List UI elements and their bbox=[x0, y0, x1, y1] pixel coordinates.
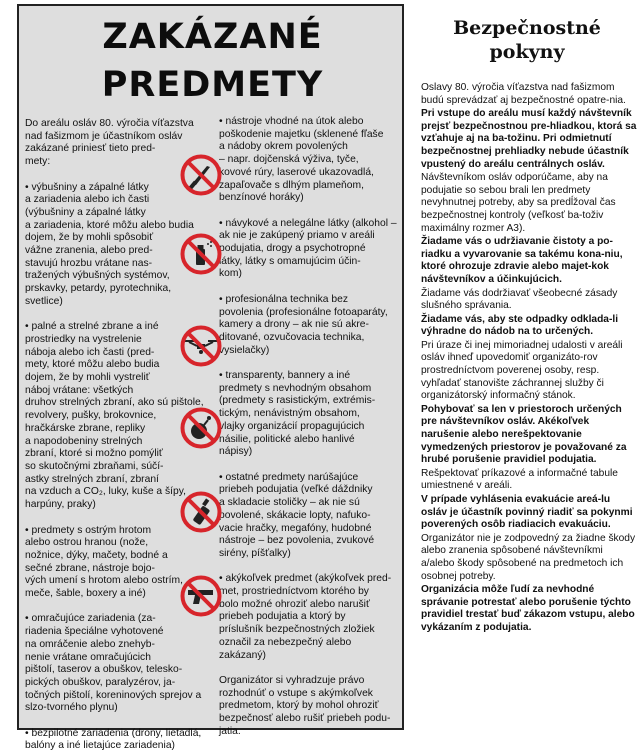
paragraph: Organizátor nie je zodpovedný za žiadne škody alebo zranenia spôsobené návštevníkmi a/alebo škody spôsobené na predmetoch ich osobnej potreby. bbox=[421, 532, 636, 582]
safety-title: Bezpečnostné pokyny bbox=[453, 17, 601, 63]
paragraph: Organizácia môže ľudí za nevhodné správanie potrestať alebo porušenie týchto pravidiel trestať buď zákazom vstupu, alebo vykázaním z podujatia. bbox=[421, 584, 635, 633]
paragraph: Žiadame vás o udržiavanie čistoty a po-riadku a vyvarovanie sa takému kona-niu, ktoré ohrozuje zdravie alebo majet-kok návštevníkov a účinkujúcich. bbox=[421, 236, 623, 285]
paragraph: Pohybovať sa len v priestoroch určených pre návštevníkov osláv. Akékoľvek narušenie alebo nerešpektovanie vymedzených priestorov je považované za hrubé porušenie pravidiel podujatia. bbox=[421, 403, 627, 466]
safety-instructions bbox=[421, 82, 639, 636]
paragraph: Oslavy 80. výročia víťazstva nad fašizmom budú sprevádzať aj bezpečnostné opatre-nia. bbox=[421, 82, 626, 106]
paragraph: Rešpektovať príkazové a informačné tabule umiestnené v areáli. bbox=[421, 467, 618, 492]
items-column-1: Do areálu osláv 80. výročia víťazstva nad fašizmom je účastníkom osláv zakázané priniesť tieto pred- mety: • výbušniny a zápalné látky a zariadenia alebo ich časti (výbušniny a zápalné látky a zariadenia, ktoré môžu alebo budia dojem, že by mohli spôsobiť vážne zranenia, alebo pred- stavujú hrozbu vrátane nas- tražených výbušných systémov, prskavky, petardy, pyrotechnika, svetlice) • palné a strelné zbrane a iné prostriedky na vystrelenie náboja alebo ich časti (pred- mety, ktoré môžu alebo budia dojem, že by mohli vystreliť náboj vrátane: všetkých druhov strelných zbraní, ako sú pištole, revolvery, pušky, brokovnice, hračkárske zbrane, repliky a napodobeniny strelných zbraní, ktoré si možno pomýliť so skutočnými zbraňami, súčí- astky strelných zbraní, zbraní na vzduch a CO₂, luky, kuše a šípy, harpúny, praky) • predmety s ostrým hrotom alebo ostrou hranou (nože, nožnice, dýky, mačety, bodné a sečné zbrane, nástroje bojo- vých umení s hrotom alebo ostrím, meče, šable, boxery a iné) • omračujúce zariadenia (za- riadenia špeciálne vyhotovené na omráčenie alebo znehyb- nenie vrátane omračujúcich pištolí, taserov a obuškov, telesko- pických obuškov, paralyzérov, ja- točných pištolí, koreninových sprejov a slzo-tvorného plynu) • bezpilotné zariadenia (drony, lietadlá, balóny a iné lietajúce zariadenia) bbox=[25, 118, 204, 752]
paragraph: Návštevníkom osláv odporúčame, aby na podujatie so sebou brali len predmety nevyhnutnej potreby, aby sa predĺžoval čas bezpečnostnej kontroly (veľkosť ba-toživ maximálny rozmer A3). bbox=[421, 172, 616, 234]
prohibited-items-panel bbox=[17, 4, 404, 752]
no-gun-icon bbox=[179, 574, 223, 618]
items-column-2: • nástroje vhodné na útok alebo poškodenie majetku (sklenené fľaše a nádoby okrem povolených – napr. dojčenská výživa, tyče, kovové rúry, laserové ukazovadlá, zapaľovače s dlhým plameňom, benzínové horáky) • návykové a nelegálne látky (alkohol – ak nie je zakúpený priamo v areáli podujatia, drogy a psychotropné látky, látky s omamujúcim účin- kom) • profesionálna technika bez povolenia (profesionálne fotoaparáty, kamery a drony – ak nie sú akre- ditované, ozvučovacia technika, vysielačky) • transparenty, bannery a iné predmety s nevhodným obsahom (predmety s rasistickým, extrémis- tickým, nenávistným obsahom, vlajky organizácií propagujúcich násilie, politické alebo hanlivé nápisy) • ostatné predmety narúšajúce priebeh podujatia (veľké dáždniky a skladacie stoličky – ak nie sú povolené, skákacie lopty, nafuko- vacie hračky, megafóny, hudobné nástroje – bez povolenia, zvukové sirény, píšťalky) • akýkoľvek predmet (akýkoľvek pred- met, prostriedníctvom ktorého by bolo možné ohroziť alebo narušiť priebeh podujatia a ktorý by príslušník bezpečnostných zložiek označil za nebezpečný alebo zakázaný) Organizátor si vyhradzuje právo rozhodnúť o vstupe s akýmkoľvek predmetom, ktorý by mohol ohroziť bezpečnosť alebo rušiť priebeh podu- jatia. bbox=[219, 116, 397, 737]
panel-title-line2: PREDMETY bbox=[101, 65, 324, 105]
no-bottle-icon bbox=[179, 490, 223, 534]
no-spray-icon bbox=[179, 232, 223, 276]
panel-title-line1: ZAKÁZANÉ bbox=[102, 17, 323, 57]
no-firework-icon bbox=[179, 406, 223, 450]
paragraph: Pri úraze či inej mimoriadnej udalosti v areáli osláv ihneď upovedomiť organizáto-rov prostredníctvom poverenej osoby, resp. vyhľadať stanovište záchrannej služby či organizátorský informačný stánok. bbox=[421, 339, 623, 402]
paragraph: Žiadame vás dodržiavať všeobecné zásady slušného správania. bbox=[421, 287, 618, 312]
no-drone-icon bbox=[179, 324, 223, 368]
paragraph: Pri vstupe do areálu musí každý návštevník prejsť bezpečnostnou pre-hliadkou, ktorá sa vzťahuje aj na ba-tožinu. Pri odmietnutí bezpečnostnej prehliadky nebude účastník vpustený do areálu centrálnych osláv. bbox=[421, 108, 637, 170]
paragraph: V prípade vyhlásenia evakuácie areá-lu osláv je účastník povinný riadiť sa pokynmi poverených osôb riadiacich evakuáciu. bbox=[421, 494, 633, 531]
paragraph: Žiadame vás, aby ste odpadky odklada-li výhradne do nádob na to určených. bbox=[421, 313, 619, 338]
no-knife-icon bbox=[179, 153, 223, 197]
